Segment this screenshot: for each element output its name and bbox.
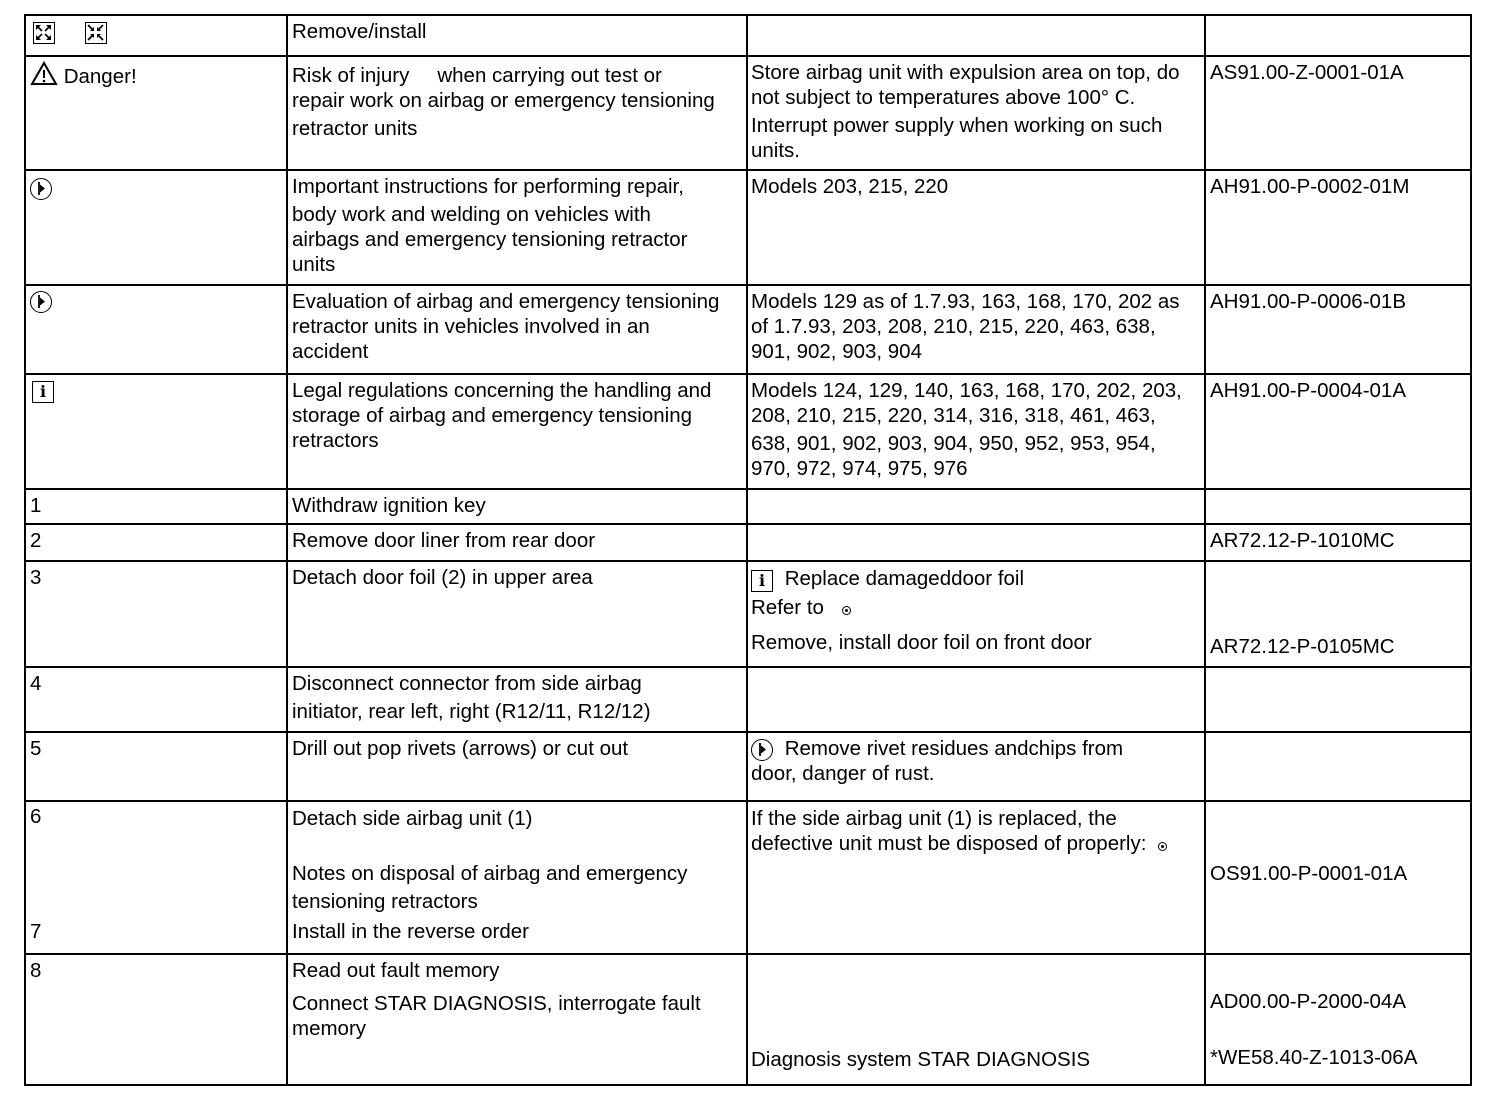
step-tool: Diagnosis system STAR DIAGNOSIS (747, 954, 1205, 1085)
step-ref-cell (1205, 954, 1471, 1085)
step-subnote: Remove, install door foil on front door (751, 631, 1092, 654)
collapse-arrows-icon (85, 22, 107, 44)
step-sub-line1: Notes on disposal of airbag and emergency (292, 862, 688, 885)
step-row (25, 954, 1471, 1085)
info-models-line3: 638, 901, 902, 903, 904, 950, 952, 953, 954, (751, 432, 1156, 455)
reference-link-icon[interactable] (1158, 842, 1167, 851)
warning-triangle-icon (30, 61, 58, 92)
step-number: 3 (25, 561, 287, 667)
info-box-icon: i (751, 570, 773, 592)
note2-row (25, 285, 1471, 374)
step-text-line1: Disconnect connector from side airbag (292, 672, 642, 695)
info-models-line4: 970, 972, 974, 975, 976 (751, 457, 968, 480)
step-refer-label: Refer to (751, 596, 824, 619)
danger-cell (25, 56, 287, 170)
step-text-cell (287, 667, 747, 732)
header-title: Remove/install (287, 15, 747, 56)
step-text-cell (287, 801, 747, 954)
step-empty-cell (747, 489, 1205, 524)
note2-line3: accident (292, 340, 369, 363)
info-models-line2: 208, 210, 215, 220, 314, 316, 318, 461, 463, (751, 404, 1156, 427)
step-text: Remove door liner from rear door (287, 524, 747, 561)
note2-models-line1: Models 129 as of 1.7.93, 163, 168, 170, 202 as (751, 290, 1180, 313)
step-empty-cell (1205, 489, 1471, 524)
info-ref: AH91.00-P-0004-01A (1205, 374, 1471, 489)
note2-models-line2: of 1.7.93, 203, 208, 210, 215, 220, 463, 638, (751, 315, 1156, 338)
note2-ref: AH91.00-P-0006-01B (1205, 285, 1471, 374)
step-note-cell (747, 561, 1205, 667)
note1-line3: airbags and emergency tensioning retractor (292, 228, 688, 251)
info-line1: Legal regulations concerning the handling and (292, 379, 712, 402)
step-sub-line1: Connect STAR DIAGNOSIS, interrogate fault (292, 992, 701, 1015)
step-ref: AD00.00-P-2000-04A (1210, 990, 1407, 1013)
step-note: Replace damageddoor foil (784, 567, 1025, 590)
note1-line1: Important instructions for performing repair, (292, 175, 684, 198)
step-row (25, 489, 1471, 524)
step-row (25, 732, 1471, 801)
note1-icon-cell (25, 170, 287, 285)
danger-measure-cell (747, 56, 1205, 170)
danger-risk-a: Risk of injury (292, 64, 410, 87)
step-number: 4 (25, 667, 287, 732)
step-text: Withdraw ignition key (287, 489, 747, 524)
danger-risk-b: when carrying out test or (437, 64, 662, 87)
step-note-line1: Remove rivet residues andchips from (784, 737, 1124, 760)
step-note-cell (747, 801, 1205, 954)
step-note-line2: door, danger of rust. (751, 762, 935, 785)
step-ref: AR72.12-P-0105MC (1205, 561, 1471, 667)
reference-link-icon[interactable] (842, 606, 851, 615)
step-note-cell (747, 732, 1205, 801)
header-empty-cell (1205, 15, 1471, 56)
info-line3: retractors (292, 429, 379, 452)
note2-text-cell (287, 285, 747, 374)
step-number: 6 (30, 805, 42, 828)
step-row (25, 801, 1471, 954)
header-row (25, 15, 1471, 56)
note1-line4: units (292, 253, 336, 276)
step-text-cell (287, 954, 747, 1085)
danger-measure-line4: units. (751, 139, 800, 162)
info-box-icon: i (32, 381, 54, 403)
step-number-cell (25, 801, 287, 954)
note2-icon-cell (25, 285, 287, 374)
step-ref: OS91.00-P-0001-01A (1205, 801, 1471, 954)
danger-measure-line3: Interrupt power supply when working on such (751, 114, 1163, 137)
note2-models-cell (747, 285, 1205, 374)
step-row (25, 667, 1471, 732)
danger-risk-line2: repair work on airbag or emergency tensioning (292, 89, 715, 112)
step-row (25, 561, 1471, 667)
arrow-circle-icon (30, 178, 52, 200)
step-empty-cell (747, 524, 1205, 561)
step-number: 7 (30, 920, 42, 943)
step-number: 5 (25, 732, 287, 801)
danger-ref: AS91.00-Z-0001-01A (1205, 56, 1471, 170)
info-line2: storage of airbag and emergency tensioning (292, 404, 693, 427)
info-row (25, 374, 1471, 489)
header-empty-cell (747, 15, 1205, 56)
step-text: Detach door foil (2) in upper area (287, 561, 747, 667)
procedure-table (24, 14, 1472, 1086)
note1-ref: AH91.00-P-0002-01M (1205, 170, 1471, 285)
danger-row (25, 56, 1471, 170)
note1-row (25, 170, 1471, 285)
danger-measure-line2: not subject to temperatures above 100° C. (751, 86, 1136, 109)
danger-risk-cell (287, 56, 747, 170)
step-ref: AR72.12-P-1010MC (1205, 524, 1471, 561)
step-empty-cell (1205, 732, 1471, 801)
step-text: Drill out pop rivets (arrows) or cut out (287, 732, 747, 801)
arrow-circle-icon (751, 739, 773, 761)
step-number: 2 (25, 524, 287, 561)
step-note-line2: defective unit must be disposed of properly: (751, 832, 1147, 855)
info-models-line1: Models 124, 129, 140, 163, 168, 170, 202, 203, (751, 379, 1182, 402)
step-text-line2: initiator, rear left, right (R12/11, R12/12) (292, 700, 651, 723)
note1-models: Models 203, 215, 220 (747, 170, 1205, 285)
note2-line2: retractor units in vehicles involved in an (292, 315, 650, 338)
step-row (25, 524, 1471, 561)
info-models-cell (747, 374, 1205, 489)
step-number: 1 (25, 489, 287, 524)
arrow-circle-icon (30, 291, 52, 313)
note1-line2: body work and welding on vehicles with (292, 203, 651, 226)
step-text: Install in the reverse order (292, 920, 530, 943)
note1-text-cell (287, 170, 747, 285)
step-number: 8 (25, 954, 287, 1085)
step-note-line1: If the side airbag unit (1) is replaced, the (751, 807, 1117, 830)
step-sub-line2: tensioning retractors (292, 890, 478, 913)
danger-measure-line1: Store airbag unit with expulsion area on top, do (751, 61, 1180, 84)
note2-line1: Evaluation of airbag and emergency tensioning (292, 290, 720, 313)
info-text-cell (287, 374, 747, 489)
step-empty-cell (1205, 667, 1471, 732)
danger-label: Danger! (63, 65, 137, 88)
note2-models-line3: 901, 902, 903, 904 (751, 340, 922, 363)
expand-arrows-icon (33, 22, 55, 44)
step-text: Detach side airbag unit (1) (292, 807, 533, 830)
header-icons-cell (25, 15, 287, 56)
step-empty-cell (747, 667, 1205, 732)
step-text: Read out fault memory (292, 959, 500, 982)
info-icon-cell (25, 374, 287, 489)
step-sub-line2: memory (292, 1017, 367, 1040)
step-tool-ref: *WE58.40-Z-1013-06A (1210, 1046, 1418, 1069)
danger-risk-line3: retractor units (292, 117, 418, 140)
